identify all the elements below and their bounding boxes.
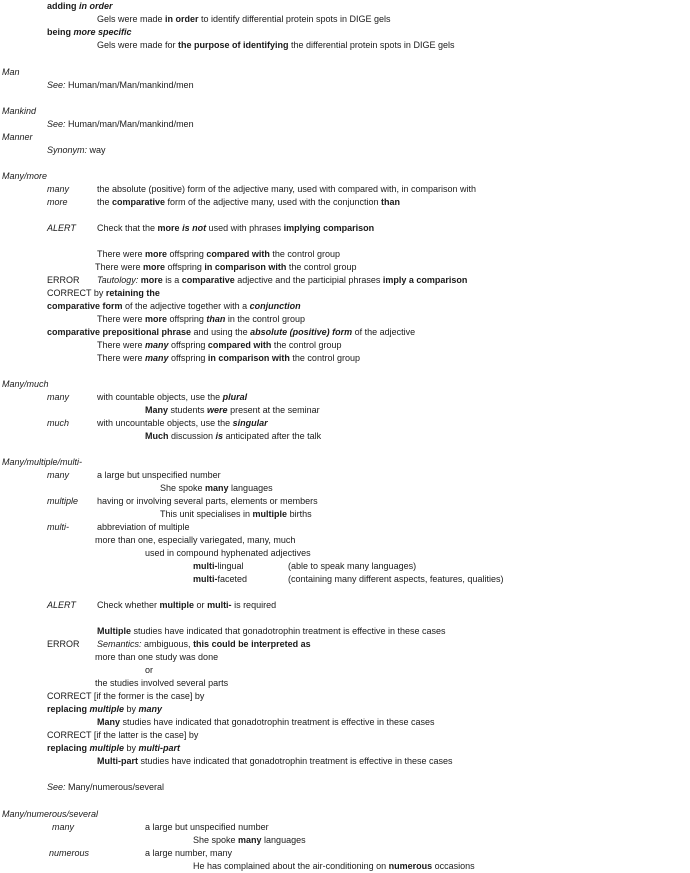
text-segment: (able to speak many languages) — [288, 561, 417, 571]
text-line — [97, 340, 341, 351]
text-segment: used in compound hyphenated adjectives — [145, 548, 311, 558]
text-segment: way — [87, 145, 106, 155]
text-line — [2, 67, 20, 78]
text-segment: compared with — [207, 340, 272, 350]
text-segment: comparative prepositional phrase — [47, 327, 192, 337]
text-segment: Check that the — [97, 223, 158, 233]
text-line — [95, 535, 295, 546]
text-segment: to identify differential protein spots in DIGE gels — [198, 14, 391, 24]
text-line — [47, 418, 69, 429]
text-segment: this could be interpreted as — [193, 639, 311, 649]
text-line — [193, 561, 244, 572]
text-segment: Many — [145, 405, 169, 415]
text-segment: more — [157, 223, 183, 233]
text-line — [47, 80, 194, 91]
text-segment: many — [145, 340, 169, 350]
text-line — [160, 483, 273, 494]
text-segment: He has complained about the air-conditioning on — [193, 861, 389, 871]
text-line — [47, 782, 164, 793]
text-segment: Many/numerous/several — [65, 782, 165, 792]
text-segment: There were — [97, 353, 146, 363]
text-line — [47, 184, 69, 195]
text-segment: There were — [97, 340, 146, 350]
text-line — [97, 353, 360, 364]
text-segment: offspring — [167, 249, 207, 259]
text-line — [97, 197, 400, 208]
text-segment: the absolute (positive) form of the adjective many, used with compared with, in comparison with — [97, 184, 477, 194]
text-segment: or — [194, 600, 208, 610]
text-segment: births — [287, 509, 312, 519]
text-line — [97, 223, 374, 234]
text-segment: abbreviation of multiple — [97, 522, 190, 532]
text-segment: a large but unspecified number — [97, 470, 221, 480]
text-segment: multi- — [47, 522, 69, 532]
text-segment: faceted — [217, 574, 248, 584]
text-segment: offspring — [167, 314, 207, 324]
text-segment: in comparison with — [204, 262, 287, 272]
text-segment: than — [206, 314, 226, 324]
text-segment: the control group — [271, 340, 342, 350]
text-segment: Multiple — [97, 626, 131, 636]
text-line — [145, 665, 153, 676]
text-line — [47, 392, 69, 403]
text-segment: Check whether — [97, 600, 160, 610]
text-line — [2, 171, 47, 182]
text-segment: of the adjective together with a — [122, 301, 250, 311]
text-line — [2, 809, 98, 820]
text-line — [145, 822, 269, 833]
text-line — [97, 717, 435, 728]
text-segment: comparative — [112, 197, 166, 207]
text-segment: in order — [79, 1, 113, 11]
text-line — [47, 119, 194, 130]
text-segment: being — [47, 27, 74, 37]
text-segment: languages — [228, 483, 273, 493]
text-segment: Many — [97, 717, 121, 727]
text-segment: replacing — [47, 743, 90, 753]
text-segment: more specific — [73, 27, 132, 37]
text-segment: offspring — [168, 340, 208, 350]
text-segment: numerous — [49, 848, 90, 858]
text-segment: retaining the — [105, 288, 160, 298]
text-segment: Multi-part — [97, 756, 138, 766]
text-line — [47, 275, 80, 286]
text-segment: multiple — [89, 743, 125, 753]
text-segment: Mankind — [2, 106, 37, 116]
text-segment: present at the seminar — [227, 405, 320, 415]
text-segment: and using the — [191, 327, 251, 337]
text-segment: occasions — [432, 861, 475, 871]
text-segment: ERROR — [47, 639, 80, 649]
text-line — [47, 522, 69, 533]
text-segment: See: — [47, 782, 66, 792]
text-segment: the differential protein spots in DIGE gels — [288, 40, 455, 50]
text-segment: comparative — [181, 275, 235, 285]
text-segment: more — [145, 314, 168, 324]
text-segment: replacing — [47, 704, 90, 714]
text-segment: compared with — [206, 249, 270, 259]
text-segment: many — [47, 392, 70, 402]
text-line — [47, 301, 301, 312]
text-segment: Tautology: — [97, 275, 139, 285]
text-segment: This unit specialises in — [160, 509, 253, 519]
text-segment: many — [138, 704, 163, 714]
text-segment: discussion — [168, 431, 216, 441]
text-line — [47, 288, 160, 299]
text-segment: Many/multiple/multi- — [2, 457, 83, 467]
text-segment: studies have indicated that gonadotrophin treatment is effective in these cases — [138, 756, 453, 766]
text-line — [95, 262, 356, 273]
text-line — [47, 1, 113, 12]
text-segment: She spoke — [193, 835, 239, 845]
text-line — [47, 691, 204, 702]
text-line — [49, 848, 89, 859]
text-segment: much — [47, 418, 70, 428]
text-line — [97, 600, 276, 611]
text-segment: the control group — [269, 249, 340, 259]
text-segment: more — [143, 262, 166, 272]
text-segment: absolute (positive) form — [250, 327, 353, 337]
text-line — [2, 457, 82, 468]
text-segment: more — [145, 249, 168, 259]
text-line — [47, 730, 198, 741]
text-segment: the control group — [286, 262, 357, 272]
text-segment: is not — [182, 223, 207, 233]
text-segment: in comparison with — [207, 353, 290, 363]
text-segment: form of the adjective many, used with the conjunction — [165, 197, 381, 207]
text-line — [97, 418, 268, 429]
text-line — [47, 145, 106, 156]
text-line — [193, 574, 247, 585]
text-segment: many — [205, 483, 229, 493]
text-segment: There were — [97, 314, 146, 324]
text-line — [145, 405, 320, 416]
text-line — [288, 574, 503, 585]
text-segment: multiple — [89, 704, 125, 714]
text-segment: Much — [145, 431, 169, 441]
text-segment: many — [47, 184, 70, 194]
text-segment: numerous — [388, 861, 433, 871]
text-segment: Human/man/Man/mankind/men — [65, 80, 194, 90]
text-segment: (containing many different aspects, features, qualities) — [288, 574, 504, 584]
text-segment: Many/numerous/several — [2, 809, 99, 819]
text-line — [47, 600, 76, 611]
text-segment: than — [381, 197, 400, 207]
text-segment: implying comparison — [283, 223, 375, 233]
text-line — [145, 848, 232, 859]
text-segment: used with phrases — [206, 223, 284, 233]
text-segment: There were — [97, 249, 146, 259]
text-line — [97, 40, 454, 51]
text-segment: or — [145, 665, 154, 675]
text-segment: See: — [47, 119, 66, 129]
text-segment: multi-part — [138, 743, 181, 753]
text-line — [97, 249, 340, 260]
text-segment: is required — [231, 600, 277, 610]
text-segment: Gels were made — [97, 14, 166, 24]
text-segment: with countable objects, use the — [97, 392, 223, 402]
text-segment: many — [145, 353, 169, 363]
text-line — [97, 275, 467, 286]
text-segment: See: — [47, 80, 66, 90]
text-segment: Many/more — [2, 171, 48, 181]
text-segment: studies have indicated that gonadotrophin treatment is effective in these cases — [120, 717, 435, 727]
text-segment: offspring — [168, 353, 208, 363]
text-segment: multiple — [159, 600, 195, 610]
text-segment: adding — [47, 1, 79, 11]
text-line — [95, 678, 228, 689]
text-segment: by — [124, 743, 139, 753]
text-line — [47, 27, 132, 38]
text-segment: multi- — [193, 574, 218, 584]
text-line — [2, 132, 33, 143]
text-segment: students — [168, 405, 208, 415]
text-line — [47, 496, 78, 507]
text-segment: CORRECT [if the former is the case] by — [47, 691, 205, 701]
text-segment: ALERT — [47, 223, 76, 233]
text-segment: multi- — [207, 600, 232, 610]
text-line — [47, 743, 180, 754]
text-line — [145, 431, 321, 442]
text-line — [97, 392, 247, 403]
text-line — [52, 822, 74, 833]
text-line — [47, 327, 415, 338]
text-segment: having or involving several parts, elements or members — [97, 496, 318, 506]
text-segment: adjective and the participial phrases — [234, 275, 383, 285]
text-line — [97, 314, 305, 325]
text-segment: Manner — [2, 132, 33, 142]
text-line — [47, 223, 76, 234]
text-line — [97, 522, 190, 533]
text-segment: in the control group — [225, 314, 305, 324]
text-segment: Man — [2, 67, 20, 77]
text-segment: Gels were made for — [97, 40, 179, 50]
text-segment: comparative form — [47, 301, 123, 311]
text-line — [97, 184, 476, 195]
text-line — [47, 704, 162, 715]
text-line — [160, 509, 312, 520]
text-line — [47, 470, 69, 481]
text-segment: singular — [232, 418, 268, 428]
text-segment: more than one study was done — [95, 652, 219, 662]
text-line — [97, 639, 311, 650]
text-segment: of the adjective — [352, 327, 416, 337]
text-segment: many — [238, 835, 262, 845]
text-segment: the control group — [289, 353, 360, 363]
text-line — [145, 548, 311, 559]
text-line — [2, 379, 49, 390]
text-line — [193, 861, 475, 872]
text-line — [97, 756, 453, 767]
text-segment: by — [124, 704, 139, 714]
text-line — [47, 197, 68, 208]
text-segment: many — [47, 470, 70, 480]
text-segment: studies have indicated that gonadotrophin treatment is effective in these cases — [131, 626, 446, 636]
text-segment: Many/much — [2, 379, 49, 389]
text-segment: Synonym: — [47, 145, 88, 155]
text-segment: ERROR — [47, 275, 80, 285]
text-line — [97, 626, 446, 637]
text-line — [95, 652, 218, 663]
text-segment: the — [97, 197, 113, 207]
text-segment: imply a comparison — [382, 275, 468, 285]
text-segment: with uncountable objects, use the — [97, 418, 233, 428]
text-segment: is — [215, 431, 224, 441]
text-line — [97, 470, 221, 481]
text-segment: lingual — [217, 561, 244, 571]
text-segment: Human/man/Man/mankind/men — [65, 119, 194, 129]
text-segment: more — [140, 275, 163, 285]
text-segment: is a — [162, 275, 182, 285]
text-segment: multi- — [193, 561, 218, 571]
text-segment: She spoke — [160, 483, 206, 493]
text-segment: multiple — [47, 496, 79, 506]
text-segment: the studies involved several parts — [95, 678, 229, 688]
text-segment: Semantics: — [97, 639, 142, 649]
text-line — [47, 639, 80, 650]
text-segment: in order — [165, 14, 199, 24]
text-line — [2, 106, 36, 117]
text-line — [288, 561, 416, 572]
text-segment: anticipated after the talk — [223, 431, 322, 441]
text-segment: languages — [261, 835, 306, 845]
text-segment: a large number, many — [145, 848, 233, 858]
text-segment: many — [52, 822, 75, 832]
text-segment: CORRECT [if the latter is the case] by — [47, 730, 199, 740]
text-segment: There were — [95, 262, 144, 272]
text-segment: plural — [222, 392, 248, 402]
text-segment: multiple — [252, 509, 288, 519]
text-segment: more than one, especially variegated, many, much — [95, 535, 296, 545]
text-segment: the purpose of identifying — [178, 40, 289, 50]
text-segment: were — [207, 405, 228, 415]
text-segment: more — [47, 197, 68, 207]
text-segment: ambiguous, — [141, 639, 194, 649]
text-line — [193, 835, 306, 846]
text-segment: conjunction — [249, 301, 301, 311]
text-line — [97, 496, 318, 507]
text-line — [97, 14, 390, 25]
text-segment: ALERT — [47, 600, 76, 610]
text-segment: offspring — [165, 262, 205, 272]
text-segment: CORRECT by — [47, 288, 106, 298]
text-segment: a large but unspecified number — [145, 822, 269, 832]
